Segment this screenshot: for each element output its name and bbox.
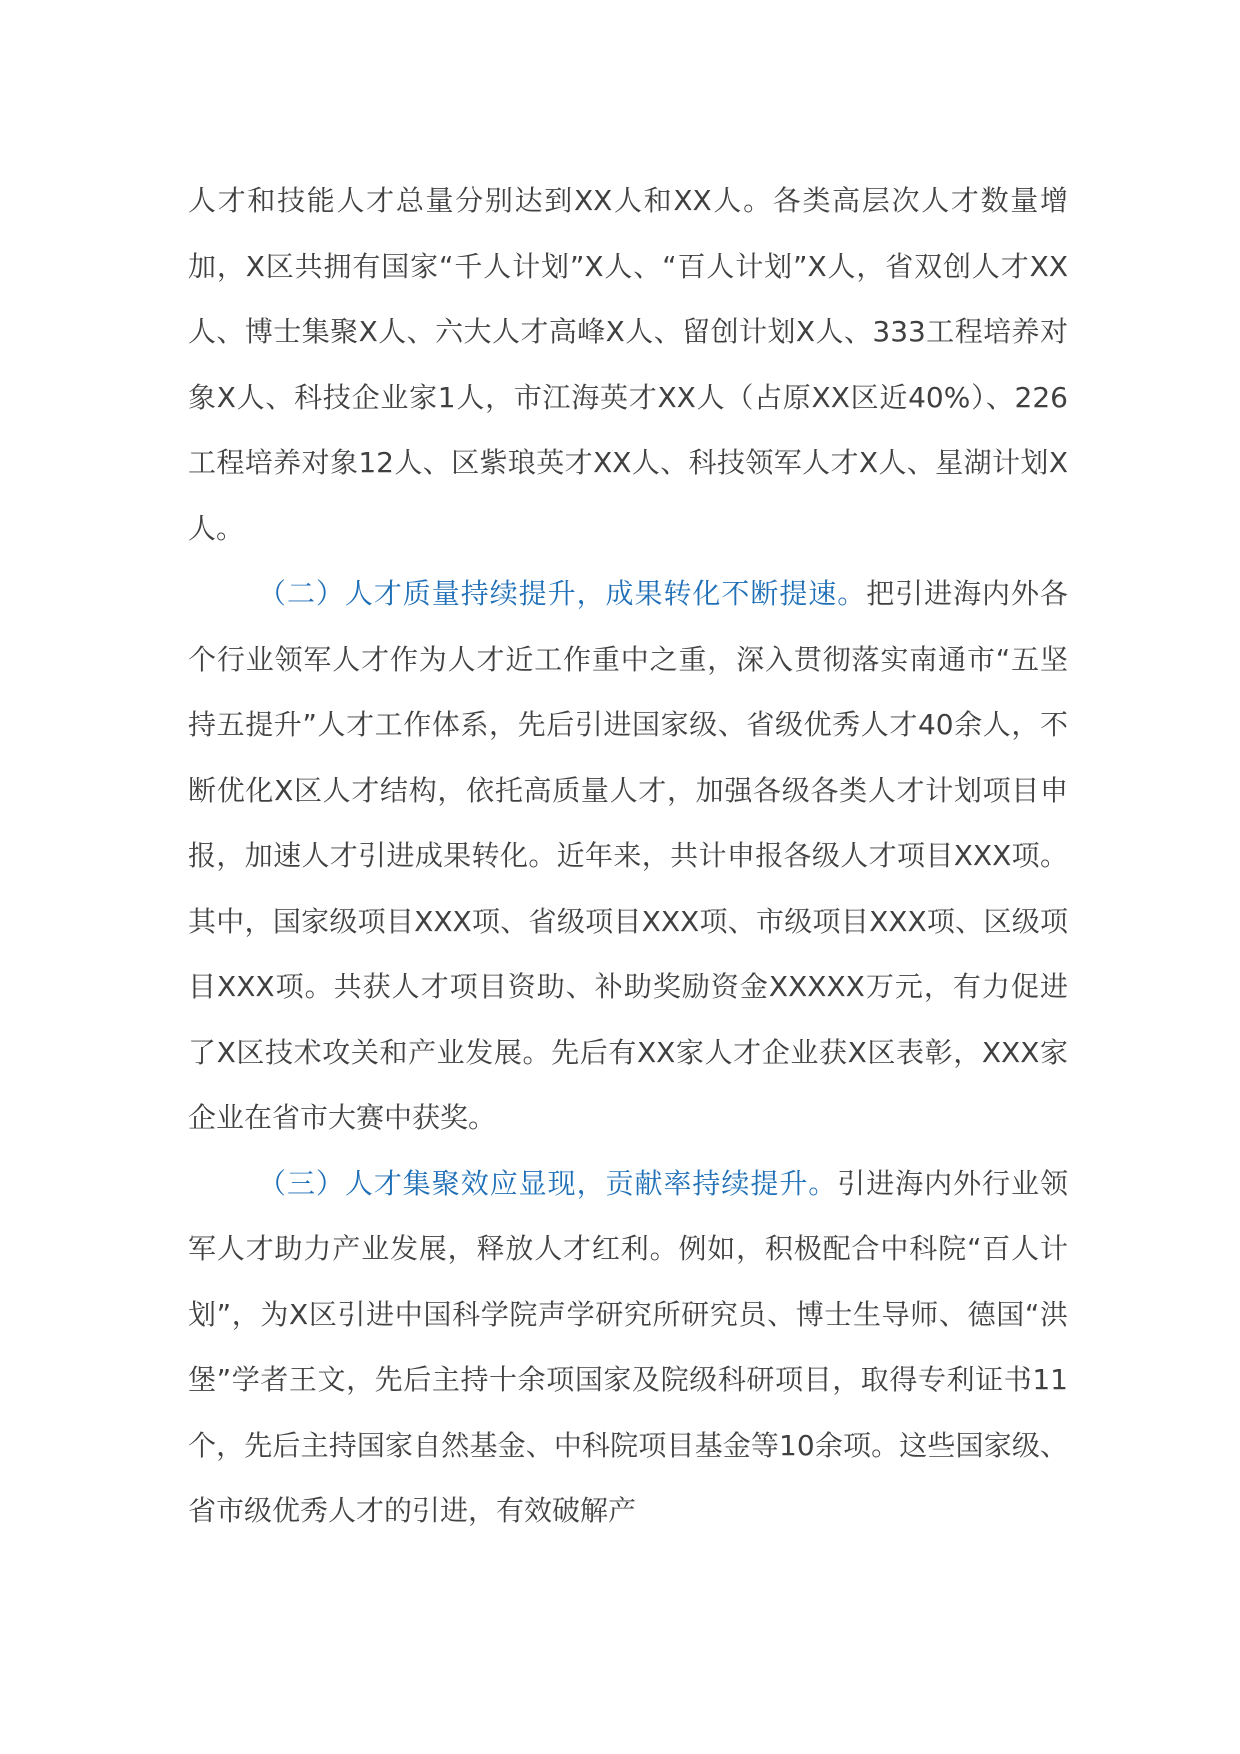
paragraph-text: 把引进海内外各个行业领军人才作为人才近工作重中之重，深入贯彻落实南通市“五坚持五提升”人才工作体系，先后引进国家级、省级优秀人才40余人，不断优化X区人才结构，依托高质量人才，加强各级各类人才计划项目申报，加速人才引进成果转化。近年来，共计申报各级人才项目XXX项。其中，国家级项目XXX项、省级项目XXX项、市级项目XXX项、区级项目XXX项。共获人才项目资助、补助奖励资金XXXXX万元，有力促进了X区技术攻关和产业发展。先后有XX家人才企业获X区表彰，XXX家企业在省市大赛中获奖。 [188, 577, 1068, 1134]
paragraph-text: 人才和技能人才总量分别达到XX人和XX人。各类高层次人才数量增加，X区共拥有国家“千人计划”X人、“百人计划”X人，省双创人才XX人、博士集聚X人、六大人才高峰X人、留创计划X人、333工程培养对象X人、科技企业家1人，市江海英才XX人（占原XX区近40%）、226工程培养对象12人、区紫琅英才XX人、科技领军人才X人、星湖计划X人。 [188, 184, 1068, 545]
paragraph-text: 引进海内外行业领军人才助力产业发展，释放人才红利。例如，积极配合中科院“百人计划”，为X区引进中国科学院声学研究所研究员、博士生导师、德国“洪堡”学者王文，先后主持十余项国家及院级科研项目，取得专利证书11个，先后主持国家自然基金、中科院项目基金等10余项。这些国家级、省市级优秀人才的引进，有效破解产 [188, 1166, 1068, 1527]
section-heading-three: （三）人才集聚效应显现，贡献率持续提升。 [258, 1166, 838, 1200]
document-body [188, 168, 1068, 1544]
paragraph-talent-clustering [188, 1151, 1068, 1544]
section-heading-two: （二）人才质量持续提升，成果转化不断提速。 [258, 577, 867, 610]
paragraph-talent-quality [188, 561, 1068, 1151]
paragraph-talent-totals [188, 168, 1068, 561]
